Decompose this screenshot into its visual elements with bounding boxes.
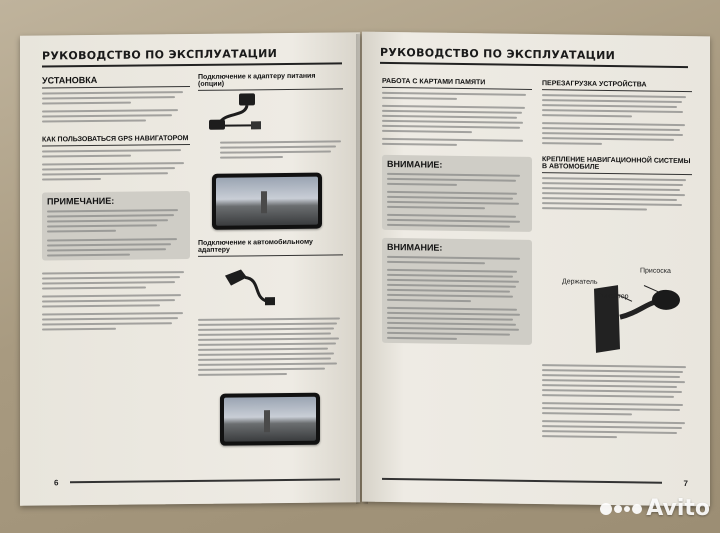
- header-rule: [42, 62, 342, 67]
- mount-paragraph: [542, 177, 692, 211]
- charge-paragraph-2: [42, 294, 190, 308]
- note-title: ПРИМЕЧАНИЕ:: [47, 195, 115, 207]
- reboot-column: [542, 80, 692, 211]
- footer-rule: [70, 478, 340, 483]
- avito-watermark-text: Avito: [646, 496, 710, 521]
- car-adapter-caption: Подключение к автомобильному адаптеру: [198, 238, 313, 254]
- left-header-title: РУКОВОДСТВО ПО ЭКСПЛУАТАЦИИ: [42, 47, 278, 63]
- right-page: [362, 32, 710, 507]
- navigator-screen-image-2: [220, 393, 320, 446]
- section-install-heading: УСТАНОВКА: [42, 74, 98, 86]
- avito-logo-icon: [600, 503, 642, 515]
- right-page-number: 7: [683, 479, 688, 489]
- attention-box-2: [382, 238, 532, 345]
- attention-text-2: [387, 256, 527, 341]
- car-adapter-illustration: [215, 255, 285, 316]
- mount-steps: [542, 364, 692, 439]
- install-paragraph-2: [42, 109, 190, 123]
- avito-watermark: [600, 496, 710, 521]
- user-manual-booklet: [20, 34, 710, 504]
- card-paragraph: [382, 92, 532, 147]
- note-box: [42, 191, 190, 261]
- charge-paragraph-3: [42, 312, 190, 331]
- left-text-column: [42, 74, 190, 331]
- gps-paragraph-2: [42, 162, 190, 181]
- note-text: [47, 209, 185, 256]
- mount-illustration: [584, 279, 694, 361]
- power-adapter-text: [220, 140, 346, 158]
- left-page: [20, 32, 360, 506]
- car-adapter-text: [198, 317, 346, 376]
- navigator-screen-image: [212, 173, 322, 230]
- section-rule: [42, 86, 190, 89]
- power-adapter-caption: Подключение к адаптеру питания (опции): [198, 72, 316, 88]
- reboot-paragraph: [542, 94, 692, 146]
- right-header-title: РУКОВОДСТВО ПО ЭКСПЛУАТАЦИИ: [380, 45, 616, 63]
- section-reboot-heading: ПЕРЕЗАГРУЗКА УСТРОЙСТВА: [542, 80, 647, 89]
- section-card-heading: РАБОТА С КАРТАМИ ПАМЯТИ: [382, 77, 486, 87]
- attention-title-1: ВНИМАНИЕ:: [387, 158, 443, 170]
- section-rule: [382, 87, 532, 90]
- attention-box-1: [382, 155, 532, 232]
- footer-rule: [382, 478, 662, 484]
- gps-paragraph: [42, 149, 190, 158]
- label-holder: Держатель: [562, 278, 598, 286]
- charge-paragraph: [42, 271, 190, 290]
- attention-text-1: [387, 173, 527, 228]
- left-page-number: 6: [54, 478, 59, 488]
- section-rule: [542, 89, 692, 92]
- label-clamp: Фиксатор: [598, 292, 629, 301]
- section-gps-heading: КАК ПОЛЬЗОВАТЬСЯ GPS НАВИГАТОРОМ: [42, 135, 189, 144]
- card-column: [382, 78, 532, 345]
- left-page-header: [42, 46, 342, 67]
- attention-title-2: ВНИМАНИЕ:: [387, 241, 443, 253]
- right-page-header: [380, 46, 688, 68]
- power-adapter-illustration: [205, 89, 275, 140]
- header-rule: [380, 62, 688, 68]
- label-suction: Присоска: [640, 267, 671, 275]
- section-mount-heading: КРЕПЛЕНИЕ НАВИГАЦИОННОЙ СИСТЕМЫ В АВТОМОБИЛЕ: [542, 156, 691, 171]
- section-rule: [42, 144, 190, 147]
- install-paragraph: [42, 91, 190, 105]
- section-rule: [542, 172, 692, 175]
